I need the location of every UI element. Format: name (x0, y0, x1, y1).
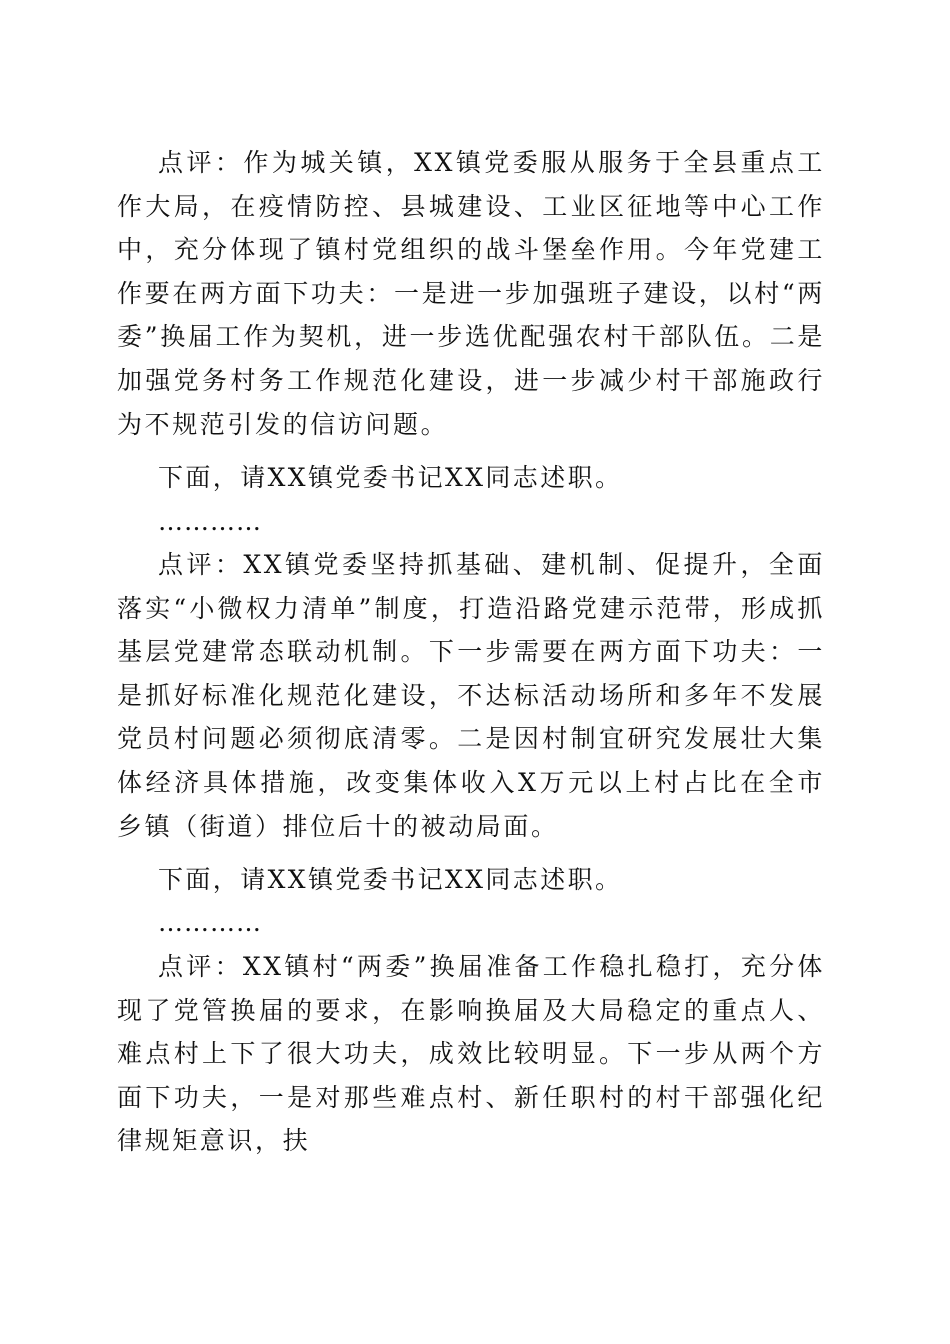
review-paragraph-3: 点评：XX镇村“两委”换届准备工作稳扎稳打，充分体现了党管换届的要求，在影响换届及大局稳定的重点人、难点村上下了很大功夫，成效比较明显。下一步从两个方面下功夫，一是对那些难点村、新任职村的村干部强化纪律规矩意识，扶 (117, 952, 825, 1156)
review-paragraph-2: 点评：XX镇党委坚持抓基础、建机制、促提升，全面落实“小微权力清单”制度，打造沿路党建示范带，形成抓基层党建常态联动机制。下一步需要在两方面下功夫：一是抓好标准化规范化建设，不达标活动场所和多年不发展党员村问题必须彻底清零。二是因村制宜研究发展壮大集体经济具体措施，改变集体收入X万元以上村占比在全市乡镇（街道）排位后十的被动局面。 (117, 550, 825, 841)
review-paragraph-1: 点评：作为城关镇，XX镇党委服从服务于全县重点工作大局，在疫情防控、县城建设、工业区征地等中心工作中，充分体现了镇村党组织的战斗堡垒作用。今年党建工作要在两方面下功夫：一是进一步加强班子建设，以村“两委”换届工作为契机，进一步选优配强农村干部队伍。二是加强党务村务工作规范化建设，进一步减少村干部施政行为不规范引发的信访问题。 (117, 148, 825, 439)
ellipsis-separator-2: ………… (158, 908, 262, 937)
speaker-intro-2: 下面，请XX镇党委书记XX同志述职。 (158, 865, 623, 894)
speaker-intro-1: 下面，请XX镇党委书记XX同志述职。 (158, 463, 623, 492)
ellipsis-separator-1: ………… (158, 507, 262, 536)
